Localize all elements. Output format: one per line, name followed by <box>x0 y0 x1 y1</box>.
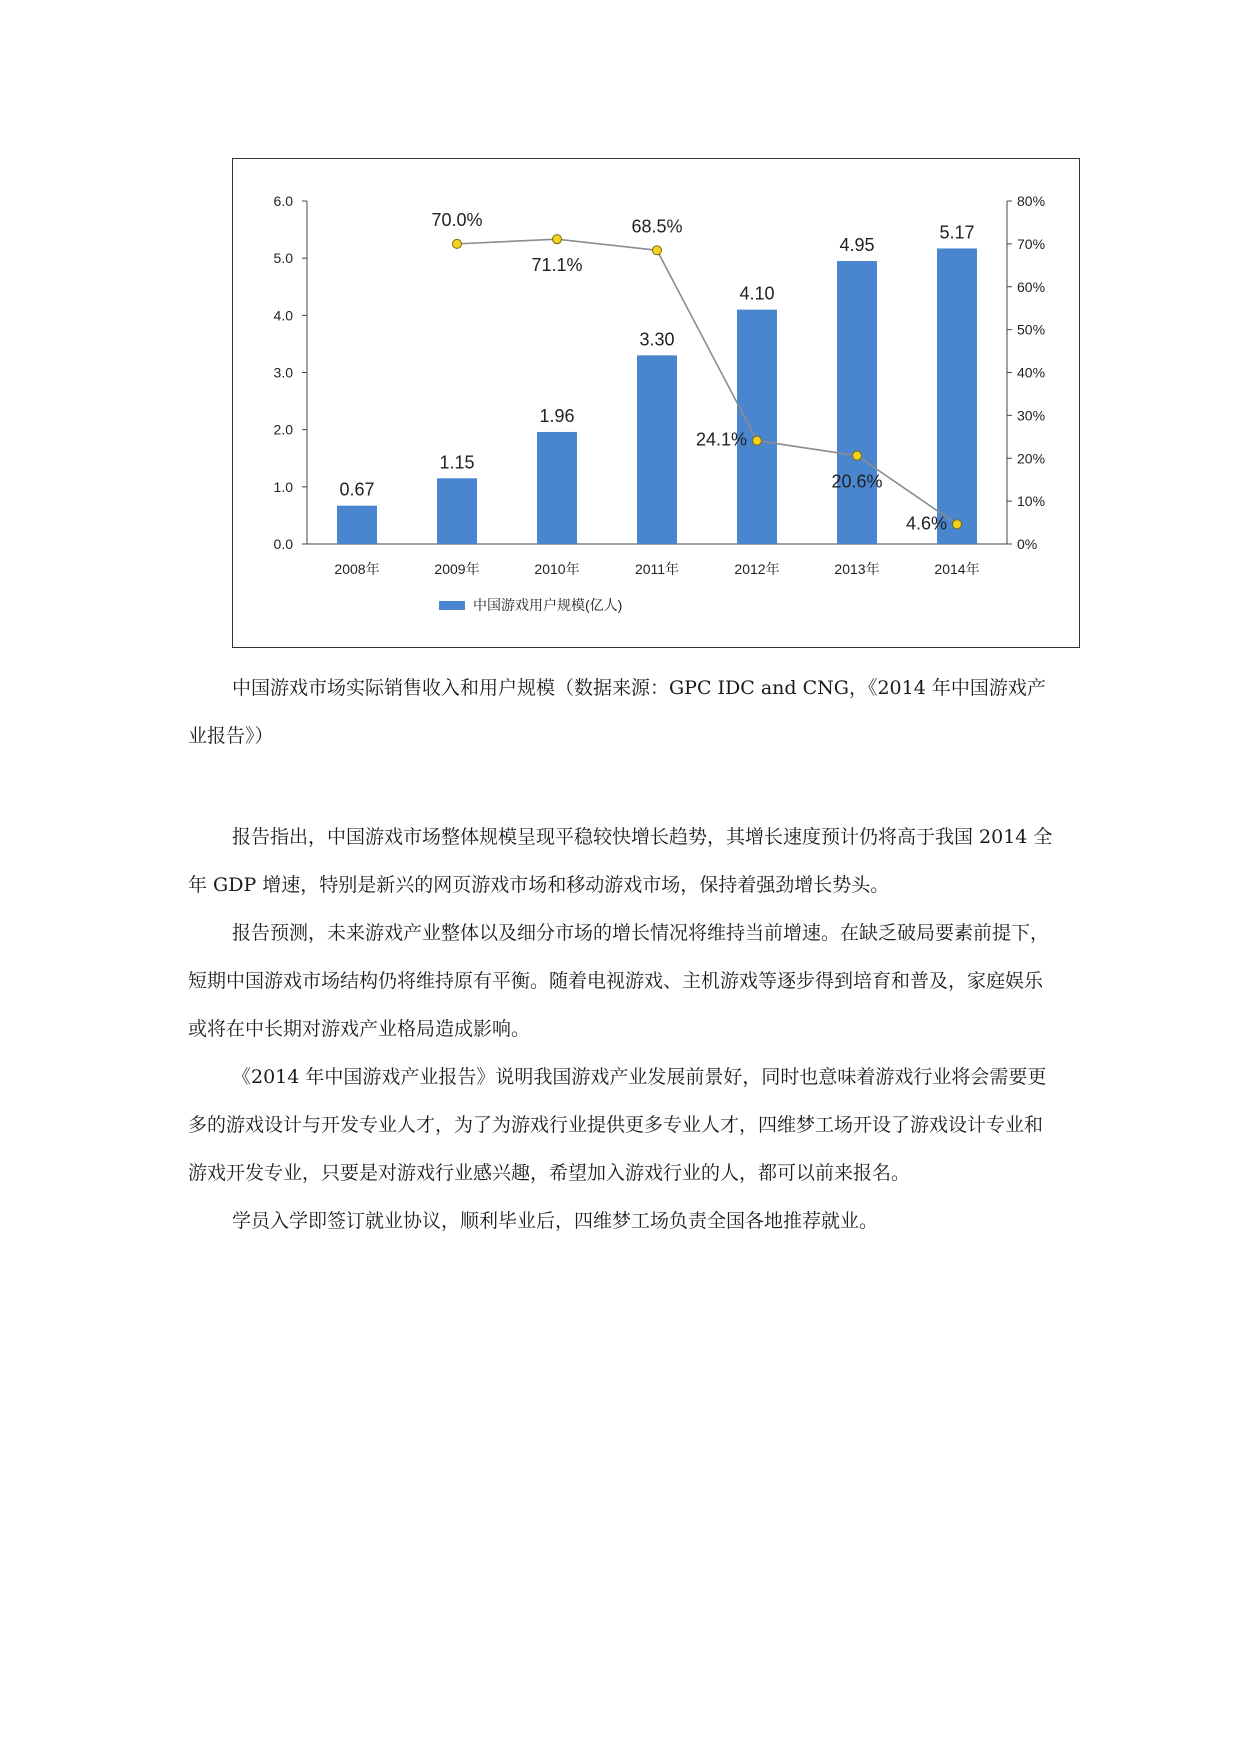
y-left-tick-label: 1.0 <box>273 478 293 495</box>
bar <box>637 355 677 544</box>
bar <box>437 478 477 544</box>
chart-figure <box>232 158 1080 648</box>
bar-data-label: 3.30 <box>639 329 675 350</box>
y-right-tick-label: 20% <box>1017 450 1046 467</box>
x-tick-label: 2014年 <box>934 561 980 577</box>
paragraph-1: 报告指出，中国游戏市场整体规模呈现平稳较快增长趋势，其增长速度预计仍将高于我国 2014 全年 GDP 增速，特别是新兴的网页游戏市场和移动游戏市场，保持着强劲增长势头。 <box>188 826 1053 896</box>
growth-marker <box>953 520 962 529</box>
bar <box>337 506 377 544</box>
bar-data-label: 4.95 <box>839 235 875 256</box>
bar-data-label: 0.67 <box>339 479 375 500</box>
y-right-tick-label: 70% <box>1017 235 1046 252</box>
x-tick-label: 2009年 <box>434 561 480 577</box>
growth-data-label: 24.1% <box>695 429 747 450</box>
y-left-tick-label: 6.0 <box>273 193 293 209</box>
paragraph-2: 报告预测，未来游戏产业整体以及细分市场的增长情况将维持当前增速。在缺乏破局要素前提下，短期中国游戏市场结构仍将维持原有平衡。随着电视游戏、主机游戏等逐步得到培育和普及，家庭娱乐或将在中长期对游戏产业格局造成影响。 <box>188 922 1050 1040</box>
y-right-tick-label: 10% <box>1017 493 1046 510</box>
y-left-tick-label: 5.0 <box>273 250 293 267</box>
figure-caption: 中国游戏市场实际销售收入和用户规模（数据来源：GPC IDC and CNG，《2014 年中国游戏产业报告》） <box>188 677 1046 747</box>
bar <box>837 261 877 544</box>
bar <box>537 432 577 544</box>
growth-data-label: 70.0% <box>431 209 483 230</box>
bar-data-label: 1.15 <box>439 452 475 473</box>
y-left-tick-label: 4.0 <box>273 307 293 324</box>
x-tick-label: 2010年 <box>534 561 580 577</box>
bar <box>737 310 777 544</box>
growth-marker <box>553 235 562 244</box>
paragraph-3: 《2014 年中国游戏产业报告》说明我国游戏产业发展前景好，同时也意味着游戏行业将会需要更多的游戏设计与开发专业人才，为了为游戏行业提供更多专业人才，四维梦工场开设了游戏设计专业和游戏开发专业，只要是对游戏行业感兴趣，希望加入游戏行业的人，都可以前来报名。 <box>188 1066 1047 1184</box>
growth-data-label: 68.5% <box>631 216 683 237</box>
paragraph-4: 学员入学即签订就业协议，顺利毕业后，四维梦工场负责全国各地推荐就业。 <box>232 1210 879 1232</box>
y-right-tick-label: 0% <box>1017 536 1038 552</box>
x-tick-label: 2012年 <box>734 561 780 577</box>
y-right-tick-label: 30% <box>1017 407 1046 424</box>
growth-data-label: 4.6% <box>905 513 947 534</box>
growth-marker <box>753 436 762 445</box>
bar <box>937 248 977 544</box>
y-right-tick-label: 60% <box>1017 278 1046 295</box>
legend-label: 中国游戏用户规模(亿人) <box>473 597 623 613</box>
growth-marker <box>653 246 662 255</box>
y-right-tick-label: 80% <box>1017 193 1046 209</box>
chart-svg <box>233 159 1081 649</box>
x-tick-label: 2008年 <box>334 561 380 577</box>
bar-data-label: 1.96 <box>539 405 575 426</box>
y-left-tick-label: 3.0 <box>273 364 293 381</box>
y-right-tick-label: 50% <box>1017 321 1046 338</box>
y-left-tick-label: 0.0 <box>273 536 293 552</box>
x-tick-label: 2013年 <box>834 561 880 577</box>
x-tick-label: 2011年 <box>634 561 680 577</box>
bar-data-label: 5.17 <box>939 222 975 243</box>
body-text <box>188 813 1058 1245</box>
legend-swatch <box>439 601 465 610</box>
y-right-tick-label: 40% <box>1017 364 1046 381</box>
growth-data-label: 71.1% <box>531 255 583 276</box>
bar-data-label: 4.10 <box>739 283 775 304</box>
y-left-tick-label: 2.0 <box>273 421 293 438</box>
growth-marker <box>853 451 862 460</box>
growth-data-label: 20.6% <box>831 471 883 492</box>
growth-marker <box>453 239 462 248</box>
